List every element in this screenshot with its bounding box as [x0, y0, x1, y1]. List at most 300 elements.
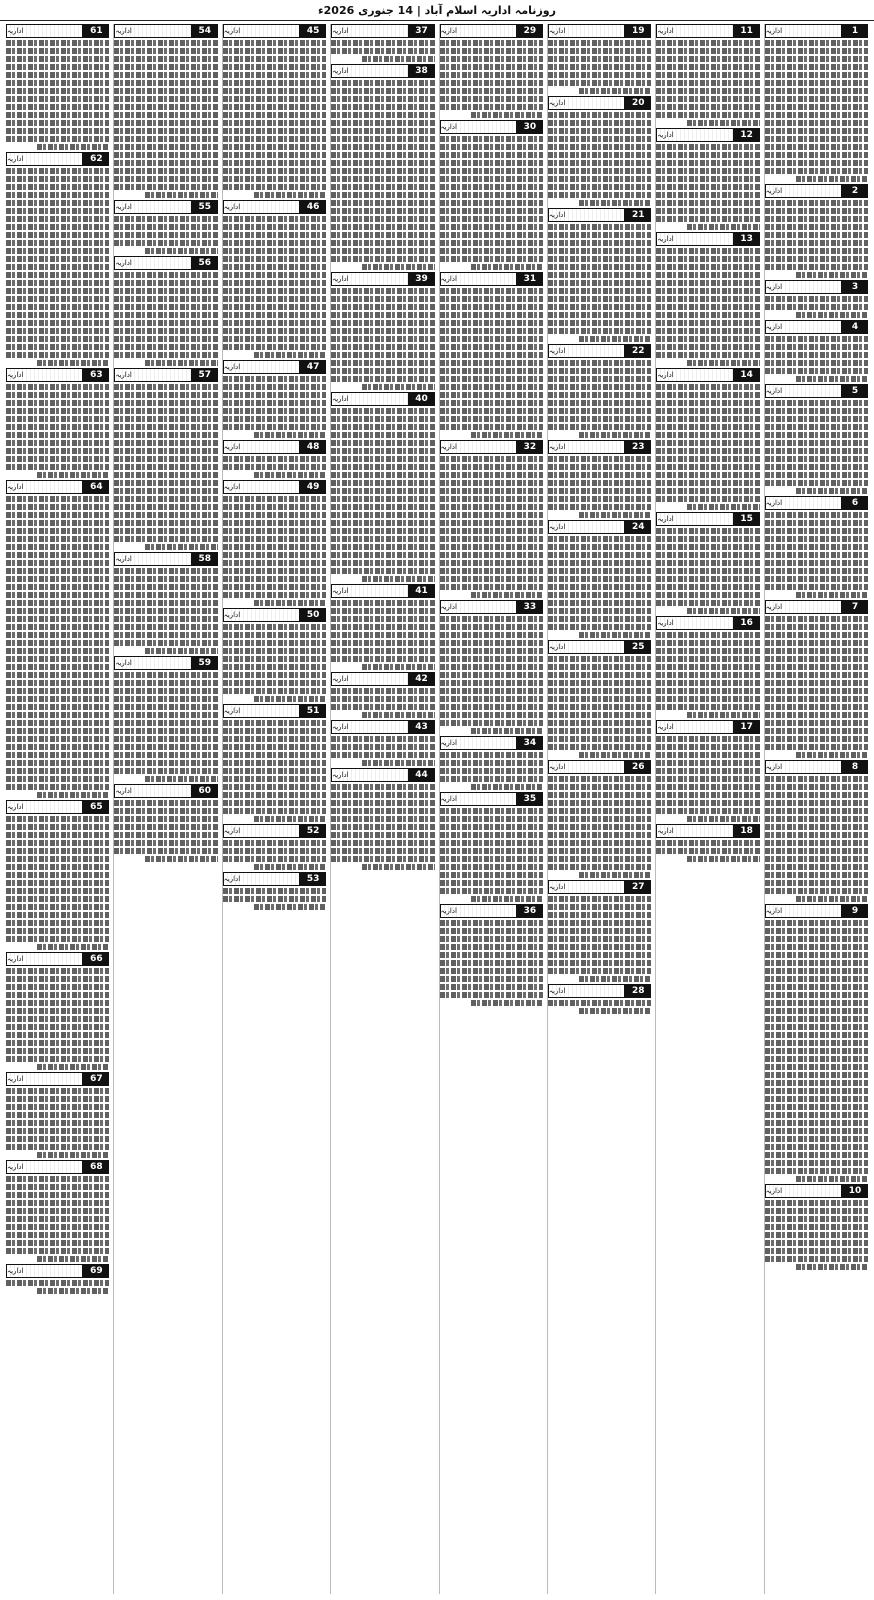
text-line [687, 608, 759, 614]
item-number: 18 [734, 824, 760, 838]
text-line [656, 480, 759, 486]
text-line [765, 512, 868, 518]
text-line [331, 688, 434, 694]
text-line [114, 168, 217, 174]
item-number: 30 [517, 120, 543, 134]
item-label: اداریہ [440, 600, 517, 614]
text-line [6, 632, 109, 638]
text-line [440, 504, 543, 510]
text-line [765, 1040, 868, 1046]
item-label: اداریہ [656, 720, 733, 734]
text-line [6, 680, 109, 686]
editorial-item [6, 480, 109, 798]
text-line [114, 152, 217, 158]
text-line [656, 552, 759, 558]
text-line [331, 304, 434, 310]
text-line [765, 1016, 868, 1022]
text-line [796, 488, 868, 494]
item-label: اداریہ [548, 880, 625, 894]
text-line [6, 216, 109, 222]
text-line [440, 648, 543, 654]
text-line [656, 344, 759, 350]
text-line [223, 136, 326, 142]
text-line [765, 256, 868, 262]
text-line [331, 296, 434, 302]
text-line [796, 312, 868, 318]
text-line [6, 384, 109, 390]
item-label: اداریہ [656, 512, 733, 526]
text-line [223, 152, 326, 158]
text-line [6, 280, 109, 286]
text-line [331, 800, 434, 806]
editorial-item [6, 152, 109, 366]
text-line [656, 528, 759, 534]
text-line [765, 560, 868, 566]
text-line [548, 576, 651, 582]
item-text [6, 168, 109, 366]
item-number: 37 [409, 24, 435, 38]
item-header [548, 984, 651, 998]
text-line [6, 1280, 109, 1286]
item-text [6, 1088, 109, 1158]
item-number: 40 [409, 392, 435, 406]
text-line [548, 608, 651, 614]
text-line [548, 280, 651, 286]
text-line [331, 128, 434, 134]
text-line [548, 904, 651, 910]
text-line [331, 424, 434, 430]
text-line [331, 48, 434, 54]
text-line [440, 408, 543, 414]
text-line [223, 168, 326, 174]
text-line [765, 704, 868, 710]
text-line [796, 752, 868, 758]
text-line [548, 72, 651, 78]
text-line [331, 472, 434, 478]
item-label: اداریہ [331, 584, 408, 598]
editorial-item [114, 256, 217, 366]
editorial-item [548, 96, 651, 206]
text-line [656, 272, 759, 278]
text-line [548, 144, 651, 150]
text-line [114, 120, 217, 126]
text-line [440, 288, 543, 294]
text-line [548, 856, 651, 862]
text-line [656, 592, 759, 598]
text-line [548, 552, 651, 558]
text-line [440, 168, 543, 174]
item-text [440, 456, 543, 598]
item-header [223, 480, 326, 494]
text-line [765, 200, 868, 206]
text-line [37, 1152, 109, 1158]
text-line [331, 856, 434, 862]
item-number: 50 [300, 608, 326, 622]
item-header [440, 736, 543, 750]
text-line [548, 600, 651, 606]
text-line [6, 440, 109, 446]
text-line [548, 264, 651, 270]
text-line [765, 400, 868, 406]
text-line [6, 1216, 109, 1222]
item-text [223, 496, 326, 606]
text-line [114, 672, 217, 678]
text-line [114, 432, 217, 438]
text-line [114, 176, 217, 182]
text-line [114, 616, 217, 622]
text-line [114, 96, 217, 102]
text-line [796, 592, 868, 598]
text-line [440, 872, 543, 878]
text-line [765, 856, 868, 862]
text-line [145, 248, 217, 254]
text-line [765, 1216, 868, 1222]
text-line [440, 304, 543, 310]
text-line [223, 120, 326, 126]
text-line [656, 600, 759, 606]
text-line [114, 64, 217, 70]
item-header [114, 256, 217, 270]
text-line [440, 336, 543, 342]
item-text [331, 600, 434, 670]
text-line [331, 824, 434, 830]
editorial-item [223, 24, 326, 198]
text-line [440, 232, 543, 238]
text-line [548, 832, 651, 838]
text-line [6, 1176, 109, 1182]
text-line [440, 968, 543, 974]
text-line [114, 40, 217, 46]
text-line [114, 624, 217, 630]
text-line [6, 848, 109, 854]
text-line [656, 80, 759, 86]
text-line [765, 664, 868, 670]
text-line [656, 352, 759, 358]
text-line [6, 624, 109, 630]
text-line [223, 112, 326, 118]
item-text [223, 720, 326, 822]
item-header [548, 520, 651, 534]
item-header [765, 600, 868, 614]
item-number: 4 [842, 320, 868, 334]
text-line [6, 288, 109, 294]
text-line [548, 544, 651, 550]
text-line [656, 424, 759, 430]
text-line [765, 1160, 868, 1166]
text-line [765, 1136, 868, 1142]
text-line [548, 824, 651, 830]
text-line [114, 320, 217, 326]
text-line [548, 240, 651, 246]
item-label: اداریہ [223, 608, 300, 622]
item-text [440, 808, 543, 902]
item-text [6, 496, 109, 798]
text-line [471, 592, 543, 598]
text-line [145, 776, 217, 782]
text-line [6, 888, 109, 894]
item-number: 62 [83, 152, 109, 166]
item-label: اداریہ [765, 1184, 842, 1198]
text-line [331, 456, 434, 462]
item-text [114, 672, 217, 782]
text-line [548, 128, 651, 134]
text-line [440, 920, 543, 926]
item-label: اداریہ [331, 24, 408, 38]
text-line [687, 712, 759, 718]
editorial-item [548, 640, 651, 758]
editorial-item [223, 704, 326, 822]
item-label: اداریہ [331, 392, 408, 406]
item-header [6, 24, 109, 38]
text-line [440, 632, 543, 638]
text-line [440, 560, 543, 566]
text-line [765, 128, 868, 134]
text-line [6, 840, 109, 846]
text-line [656, 560, 759, 566]
text-line [114, 680, 217, 686]
editorial-item [331, 672, 434, 718]
text-line [765, 104, 868, 110]
item-text [548, 112, 651, 206]
item-text [223, 376, 326, 438]
text-line [223, 48, 326, 54]
text-line [114, 440, 217, 446]
text-line [440, 704, 543, 710]
text-line [6, 544, 109, 550]
text-line [656, 536, 759, 542]
item-header [223, 704, 326, 718]
item-number: 2 [842, 184, 868, 198]
text-line [6, 904, 109, 910]
item-header [548, 344, 651, 358]
text-line [579, 336, 651, 342]
text-line [6, 896, 109, 902]
item-header [548, 440, 651, 454]
text-line [114, 472, 217, 478]
text-line [440, 104, 543, 110]
text-line [114, 416, 217, 422]
text-line [765, 1248, 868, 1254]
text-line [331, 192, 434, 198]
item-number: 36 [517, 904, 543, 918]
text-line [223, 392, 326, 398]
text-line [440, 768, 543, 774]
item-text [765, 200, 868, 278]
item-text [223, 624, 326, 702]
text-line [765, 1000, 868, 1006]
text-line [114, 752, 217, 758]
item-label: اداریہ [114, 656, 191, 670]
editorial-item [6, 24, 109, 150]
text-line [331, 352, 434, 358]
text-line [223, 536, 326, 542]
text-line [114, 496, 217, 502]
text-line [548, 560, 651, 566]
item-header [331, 672, 434, 686]
editorial-item [765, 24, 868, 182]
item-header [114, 552, 217, 566]
text-line [656, 672, 759, 678]
item-number: 31 [517, 272, 543, 286]
text-line [223, 784, 326, 790]
text-line [331, 104, 434, 110]
text-line [114, 512, 217, 518]
text-line [440, 568, 543, 574]
text-line [254, 864, 326, 870]
text-line [223, 464, 326, 470]
text-line [223, 592, 326, 598]
text-line [331, 640, 434, 646]
text-line [765, 360, 868, 366]
text-line [6, 576, 109, 582]
text-line [765, 888, 868, 894]
text-line [223, 96, 326, 102]
text-line [223, 808, 326, 814]
text-line [6, 264, 109, 270]
text-line [765, 216, 868, 222]
text-line [440, 776, 543, 782]
text-line [223, 520, 326, 526]
text-line [765, 536, 868, 542]
text-line [223, 768, 326, 774]
item-text [440, 40, 543, 118]
text-line [145, 648, 217, 654]
text-line [656, 392, 759, 398]
text-line [114, 232, 217, 238]
text-line [223, 856, 326, 862]
text-line [765, 152, 868, 158]
item-label: اداریہ [6, 24, 83, 38]
item-label: اداریہ [548, 760, 625, 774]
text-line [145, 856, 217, 862]
item-number: 64 [83, 480, 109, 494]
editorial-item [114, 200, 217, 254]
text-line [548, 792, 651, 798]
editorial-item [331, 64, 434, 270]
text-line [440, 88, 543, 94]
text-line [548, 656, 651, 662]
text-line [6, 872, 109, 878]
text-line [548, 392, 651, 398]
text-line [765, 864, 868, 870]
text-line [796, 272, 868, 278]
text-line [114, 488, 217, 494]
item-label: اداریہ [114, 784, 191, 798]
text-line [548, 456, 651, 462]
text-line [114, 600, 217, 606]
text-line [548, 272, 651, 278]
text-line [331, 376, 434, 382]
text-line [765, 832, 868, 838]
text-line [6, 528, 109, 534]
text-line [114, 728, 217, 734]
item-label: اداریہ [223, 360, 300, 374]
column [113, 24, 217, 1594]
text-line [656, 216, 759, 222]
text-line [765, 1208, 868, 1214]
item-number: 67 [83, 1072, 109, 1086]
item-header [6, 800, 109, 814]
text-line [6, 1144, 109, 1150]
item-label: اداریہ [656, 24, 733, 38]
item-text [331, 784, 434, 870]
text-line [765, 960, 868, 966]
text-line [765, 264, 868, 270]
text-line [114, 712, 217, 718]
item-text [331, 40, 434, 62]
text-line [114, 352, 217, 358]
text-line [765, 1112, 868, 1118]
text-line [765, 1072, 868, 1078]
item-text [765, 776, 868, 902]
text-line [656, 448, 759, 454]
text-line [548, 816, 651, 822]
text-line [6, 512, 109, 518]
text-line [6, 1128, 109, 1134]
text-line [656, 288, 759, 294]
text-line [114, 408, 217, 414]
text-line [548, 728, 651, 734]
text-line [114, 504, 217, 510]
text-line [114, 424, 217, 430]
text-line [6, 336, 109, 342]
editorial-item [548, 208, 651, 342]
editorial-item [765, 760, 868, 902]
text-line [331, 496, 434, 502]
text-line [656, 88, 759, 94]
text-line [6, 712, 109, 718]
text-line [223, 656, 326, 662]
item-label: اداریہ [656, 824, 733, 838]
item-text [223, 888, 326, 910]
item-label: اداریہ [331, 272, 408, 286]
text-line [331, 88, 434, 94]
text-line [440, 352, 543, 358]
text-line [6, 584, 109, 590]
text-line [223, 888, 326, 894]
text-line [223, 80, 326, 86]
item-header [440, 904, 543, 918]
item-header [656, 232, 759, 246]
text-line [6, 616, 109, 622]
text-line [440, 664, 543, 670]
item-text [440, 616, 543, 734]
text-line [114, 184, 217, 190]
text-line [765, 120, 868, 126]
text-line [656, 704, 759, 710]
item-number: 61 [83, 24, 109, 38]
item-label: اداریہ [6, 368, 83, 382]
text-line [6, 1232, 109, 1238]
text-line [765, 1096, 868, 1102]
text-line [440, 392, 543, 398]
text-line [6, 240, 109, 246]
text-line [548, 464, 651, 470]
text-line [765, 424, 868, 430]
text-line [548, 64, 651, 70]
item-label: اداریہ [114, 552, 191, 566]
masthead [0, 0, 874, 21]
text-line [114, 816, 217, 822]
text-line [796, 376, 868, 382]
text-line [6, 1136, 109, 1142]
item-header [223, 440, 326, 454]
item-label: اداریہ [6, 800, 83, 814]
text-line [6, 1112, 109, 1118]
text-line [765, 1064, 868, 1070]
text-line [223, 680, 326, 686]
item-number: 32 [517, 440, 543, 454]
